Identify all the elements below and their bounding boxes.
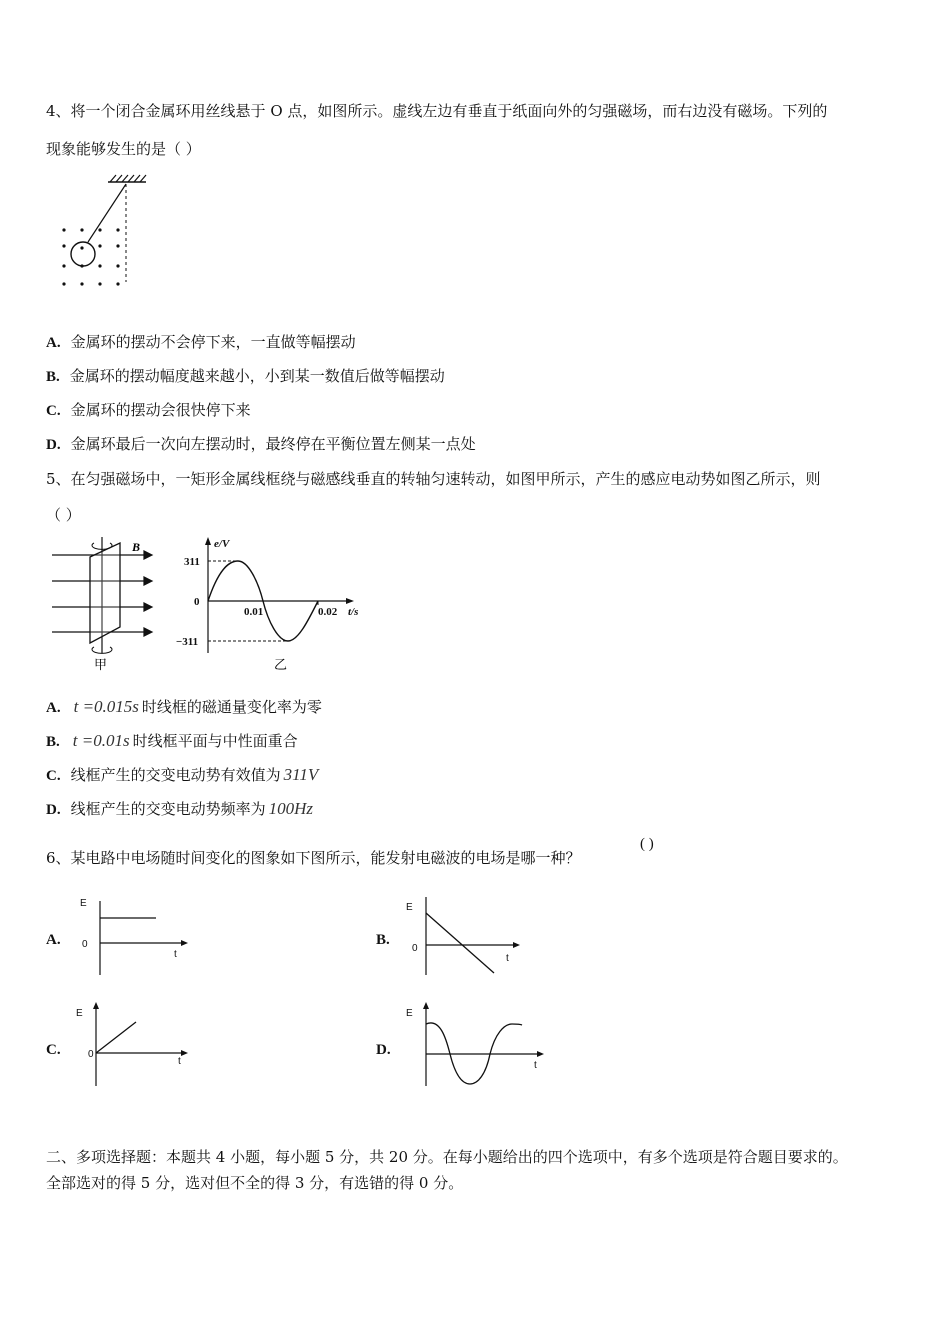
q5-stem-line2: （ ） — [46, 506, 81, 524]
q4-option-c[interactable] — [46, 400, 251, 421]
q4-stem-line1: 4、将一个闭合金属环用丝线悬于 O 点，如图所示。虚线左边有垂直于纸面向外的匀强磁场，而右边没有磁场。下列的 — [46, 102, 828, 120]
option-text: 金属环最后一次向左摆动时，最终停在平衡位置左侧某一点处 — [70, 435, 476, 453]
q6-graph-c[interactable] — [70, 998, 195, 1088]
y-label: E — [406, 902, 413, 913]
q5-option-c[interactable] — [46, 765, 321, 786]
caption-yi: 乙 — [274, 658, 288, 673]
q6-stem: 6、某电路中电场随时间变化的图象如下图所示，能发射电磁波的电场是哪一种？ — [46, 849, 581, 867]
q4-option-b[interactable] — [46, 366, 445, 387]
section2-heading-line2: 全部选对的得 5 分，选对但不全的得 3 分，有选错的得 0 分。 — [46, 1174, 464, 1192]
y-label: E — [76, 1008, 83, 1019]
option-math: t =0.01s — [72, 731, 130, 750]
option-text: 线框产生的交变电动势有效值为 — [70, 766, 281, 784]
q6-graph-a[interactable] — [74, 893, 194, 978]
q4-option-d[interactable] — [46, 434, 476, 455]
option-text: 时线框的磁通量变化率为零 — [141, 698, 322, 716]
q5-stem-line1: 5、在匀强磁场中，一矩形金属线框绕与磁感线垂直的转轴匀速转动，如图甲所示，产生的感应电动势如图乙所示，则 — [46, 470, 821, 488]
option-math: 100Hz — [268, 799, 314, 818]
q5-figure-yi — [172, 535, 372, 675]
origin-label: 0 — [194, 596, 200, 608]
q6-graph-b-letter[interactable]: B. — [376, 932, 390, 948]
y-label: E — [80, 898, 87, 909]
x-tick-1: 0.01 — [244, 606, 264, 618]
option-text: 时线框平面与中性面重合 — [132, 732, 298, 750]
option-math: t =0.015s — [73, 697, 139, 716]
option-letter: B. — [46, 734, 60, 750]
y-label: E — [406, 1008, 413, 1019]
option-letter: A. — [46, 700, 61, 716]
q5-option-b[interactable] — [46, 731, 298, 752]
x-label: t — [506, 953, 509, 964]
q4-pendulum-figure — [52, 170, 162, 295]
option-letter: D. — [46, 437, 61, 453]
option-text: 金属环的摆动不会停下来，一直做等幅摆动 — [70, 333, 356, 351]
option-letter: A. — [46, 335, 61, 351]
q5-figure-jia — [48, 535, 163, 675]
q6-answer-paren: ( ) — [640, 836, 654, 852]
q6-graph-a-letter[interactable]: A. — [46, 932, 61, 948]
y-tick-top: 311 — [184, 556, 200, 568]
option-letter: C. — [46, 768, 61, 784]
x-label: t — [178, 1056, 181, 1067]
option-text: 金属环的摆动会很快停下来 — [70, 401, 251, 419]
origin-label: 0 — [412, 943, 418, 954]
q6-graph-d-letter[interactable]: D. — [376, 1042, 391, 1058]
origin-label: 0 — [82, 939, 88, 950]
y-axis-label: e/V — [214, 538, 230, 550]
option-text: 线框产生的交变电动势频率为 — [70, 800, 266, 818]
q5-option-a[interactable] — [46, 697, 322, 718]
q4-option-a[interactable] — [46, 332, 356, 353]
q6-graph-d[interactable] — [400, 998, 550, 1090]
option-text: 金属环的摆动幅度越来越小，小到某一数值后做等幅摆动 — [69, 367, 445, 385]
q6-graph-b[interactable] — [400, 893, 530, 978]
q6-graph-c-letter[interactable]: C. — [46, 1042, 61, 1058]
section2-heading-line1: 二、多项选择题：本题共 4 小题，每小题 5 分，共 20 分。在每小题给出的四个选项中，有多个选项是符合题目要求的。 — [46, 1148, 848, 1166]
origin-label: 0 — [88, 1049, 94, 1060]
x-label: t — [174, 949, 177, 960]
option-letter: C. — [46, 403, 61, 419]
option-letter: D. — [46, 802, 61, 818]
x-tick-2: 0.02 — [318, 606, 338, 618]
option-letter: B. — [46, 369, 60, 385]
option-math: 311V — [283, 765, 319, 784]
x-axis-label: t/s — [348, 606, 359, 618]
caption-jia: 甲 — [94, 658, 108, 673]
field-label-b: B — [132, 540, 141, 554]
q5-option-d[interactable] — [46, 799, 316, 820]
y-tick-bottom: −311 — [176, 636, 199, 648]
x-label: t — [534, 1060, 537, 1071]
q4-stem-line2: 现象能够发生的是（ ） — [46, 140, 201, 158]
